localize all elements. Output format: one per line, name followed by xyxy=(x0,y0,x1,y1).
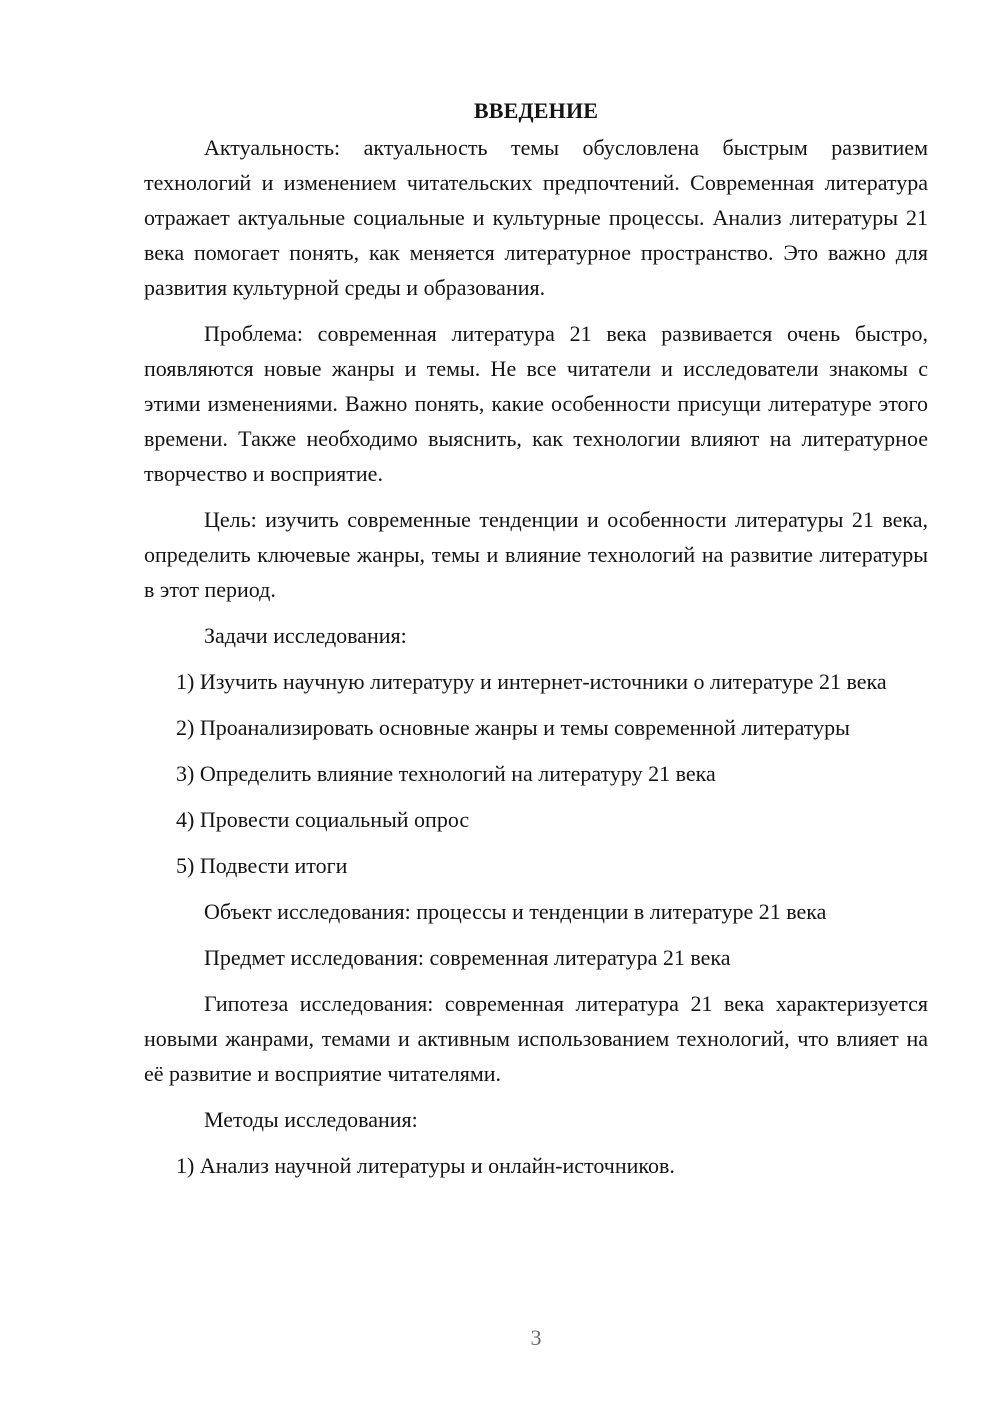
task-item: 5) Подвести итоги xyxy=(176,853,348,878)
task-item: 3) Определить влияние технологий на литературу 21 века xyxy=(176,761,716,786)
goal-paragraph: Цель: изучить современные тенденции и особенности литературы 21 века, определить ключевые жанры, темы и влияние технологий на развитие литературы в этот период. xyxy=(144,507,928,602)
subject-paragraph: Предмет исследования: современная литература 21 века xyxy=(204,945,731,970)
page-number: 3 xyxy=(530,1325,542,1350)
hypothesis-paragraph: Гипотеза исследования: современная литература 21 века характеризуется новыми жанрами, темами и активным использованием технологий, что влияет на её развитие и восприятие читателями. xyxy=(144,991,928,1086)
relevance-paragraph: Актуальность: актуальность темы обусловлена быстрым развитием технологий и изменением читательских предпочтений. Современная литература отражает актуальные социальные и культурные процессы. Анализ литературы 21 века помогает понять, как меняется литературное пространство. Это важно для развития культурной среды и образования. xyxy=(144,135,928,300)
problem-paragraph: Проблема: современная литература 21 века развивается очень быстро, появляются новые жанры и темы. Не все читатели и исследователи знакомы с этими изменениями. Важно понять, какие особенности присущи литературе этого времени. Также необходимо выяснить, как технологии влияют на литературное творчество и восприятие. xyxy=(144,321,928,486)
document-page xyxy=(144,94,928,1183)
method-item: 1) Анализ научной литературы и онлайн-источников. xyxy=(176,1153,675,1178)
task-item: 4) Провести социальный опрос xyxy=(176,807,470,832)
task-item: 2) Проанализировать основные жанры и темы современной литературы xyxy=(176,715,850,740)
task-item: 1) Изучить научную литературу и интернет-источники о литературе 21 века xyxy=(176,669,887,694)
methods-heading: Методы исследования: xyxy=(204,1107,418,1132)
page-title: ВВЕДЕНИЕ xyxy=(473,98,599,123)
object-paragraph: Объект исследования: процессы и тенденции в литературе 21 века xyxy=(204,899,827,924)
tasks-heading: Задачи исследования: xyxy=(204,623,407,648)
